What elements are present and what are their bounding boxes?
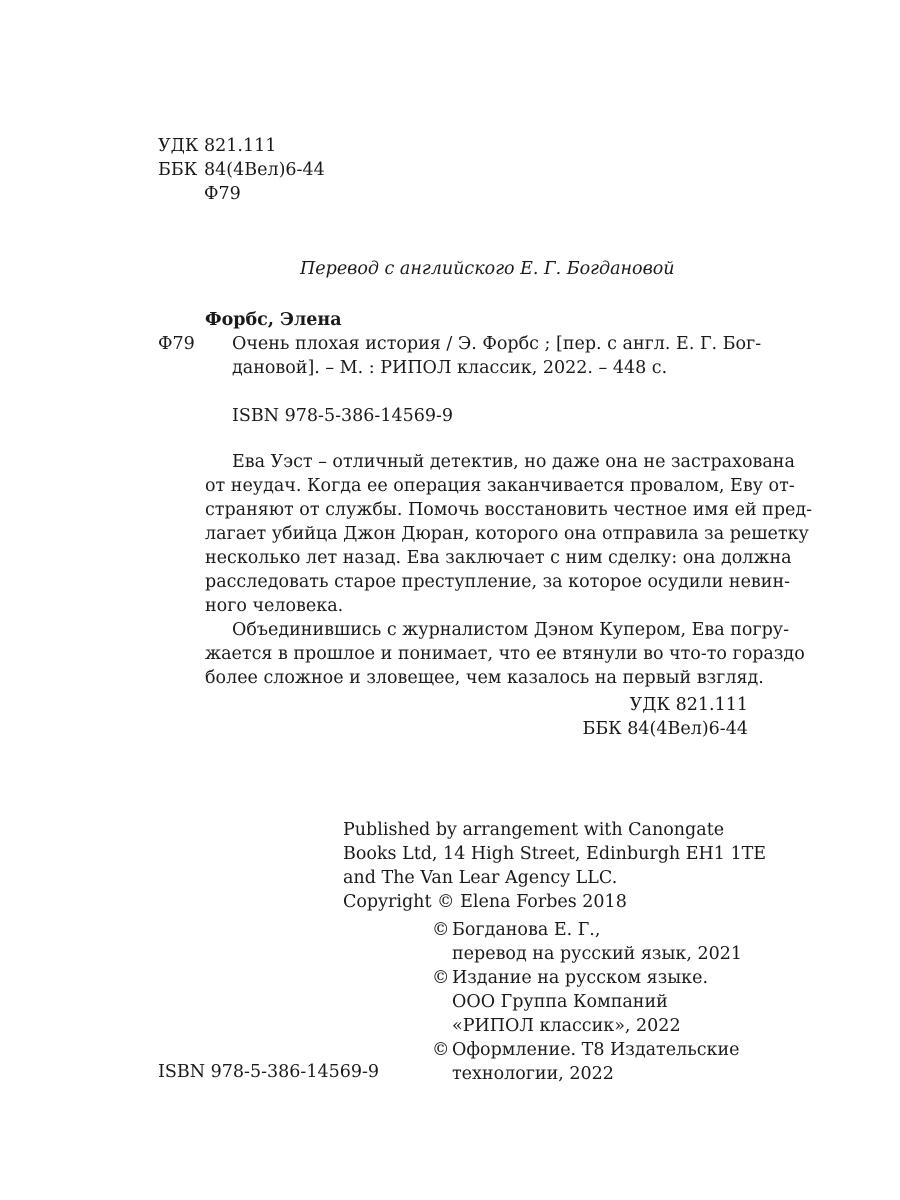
annotation-line: ного человека. — [205, 596, 344, 616]
isbn-bottom: ISBN 978-5-386-14569-9 — [158, 1062, 380, 1082]
udk-value: 821.111 — [204, 136, 277, 156]
udk-right: УДК 821.111 — [629, 695, 748, 715]
annotation-line: Объединившись с журналистом Дэном Купером, Ева погру- — [232, 620, 789, 640]
annotation-line: страняют от службы. Помочь восстановить честное имя ей пред- — [205, 500, 813, 520]
copyright-original: Copyright © Elena Forbes 2018 — [343, 892, 627, 912]
udk-row — [158, 134, 325, 158]
classification-codes — [158, 134, 325, 206]
udk-label: УДК — [158, 136, 199, 156]
copyright-line: технологии, 2022 — [452, 1064, 614, 1084]
bbk-row — [158, 158, 325, 182]
copyright-line: Оформление. Т8 Издательские — [452, 1040, 740, 1060]
author-mark: Ф79 — [204, 184, 241, 204]
copyright-line: Издание на русском языке. — [452, 968, 709, 988]
translation-note: Перевод с английского Е. Г. Богдановой — [300, 259, 675, 279]
copyright-symbol: © — [432, 920, 450, 940]
classification-codes-right — [582, 693, 748, 741]
copyright-notices — [432, 918, 742, 1086]
annotation-line: жается в прошлое и понимает, что ее втянули во что-то гораздо — [205, 644, 805, 664]
annotation-paragraph-1 — [205, 450, 813, 618]
copyright-symbol: © — [432, 968, 450, 988]
catalog-line: Очень плохая история / Э. Форбс ; [пер. с англ. Е. Г. Бог- — [232, 334, 762, 354]
catalog-isbn: ISBN 978-5-386-14569-9 — [232, 406, 454, 426]
bbk-right: ББК 84(4Вел)6-44 — [582, 719, 748, 739]
publication-line: Books Ltd, 14 High Street, Edinburgh EH1 1TE — [343, 844, 767, 864]
bbk-value: 84(4Вел)6-44 — [204, 160, 325, 180]
copyright-design — [432, 1038, 742, 1086]
annotation-line: более сложное и зловещее, чем казалось на первый взгляд. — [205, 668, 764, 688]
copyright-line: ООО Группа Компаний — [452, 992, 668, 1012]
annotation-paragraph-2 — [205, 618, 805, 690]
copyright-line: перевод на русский язык, 2021 — [452, 944, 743, 964]
publication-notice — [343, 818, 766, 914]
catalog-line: дановой]. – М. : РИПОЛ классик, 2022. – 448 с. — [232, 358, 668, 378]
copyright-line: «РИПОЛ классик», 2022 — [452, 1016, 681, 1036]
catalog-entry — [158, 332, 762, 380]
copyright-translation — [432, 918, 742, 966]
annotation-line: от неудач. Когда ее операция заканчивается провалом, Еву от- — [205, 476, 795, 496]
annotation-line: расследовать старое преступление, за которое осудили невин- — [205, 572, 791, 592]
catalog-mark: Ф79 — [158, 334, 195, 354]
catalog-author: Форбс, Элена — [205, 310, 342, 330]
annotation-line: несколько лет назад. Ева заключает с ним сделку: она должна — [205, 548, 792, 568]
bbk-label: ББК — [158, 160, 198, 180]
publication-line: Published by arrangement with Canongate — [343, 820, 725, 840]
publication-line: and The Van Lear Agency LLC. — [343, 868, 618, 888]
copyright-symbol: © — [432, 1040, 450, 1060]
annotation-line: Ева Уэст – отличный детектив, но даже она не застрахована — [232, 452, 795, 472]
annotation-line: лагает убийца Джон Дюран, которого она отправила за решетку — [205, 524, 809, 544]
author-mark-row — [158, 182, 325, 206]
copyright-line: Богданова Е. Г., — [452, 920, 601, 940]
annotation — [205, 450, 813, 690]
copyright-edition — [432, 966, 742, 1038]
